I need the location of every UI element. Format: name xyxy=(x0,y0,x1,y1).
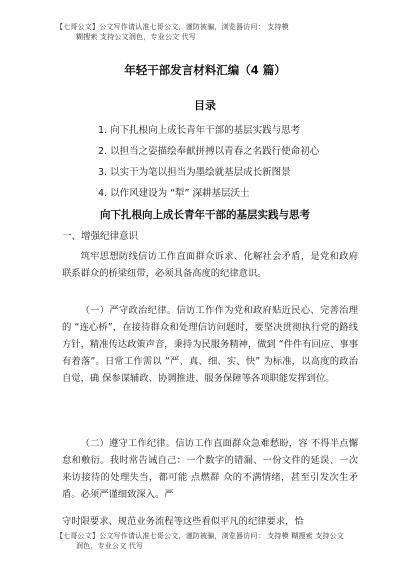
toc-item-2[interactable]: 2. 以担当之姿描绘奉献拼搏以青春之名践行使命初心 xyxy=(98,146,320,157)
section-subheading: 一、增强纪律意识 xyxy=(62,231,139,242)
body-paragraph-3: （二）遵守工作纪律。信访工作直面群众急难愁盼，容 不得半点懈怠和敷衍。我时常告诫自己：一个数字的错漏、一份文件的延误、一次来访接待的处理失当，都可能 点燃群 众的不满情绪，甚至引发次生矛盾。必须严谨细致深入。严 xyxy=(62,438,358,500)
body-paragraph-1: 筑牢思想防线信访工作直面群众诉求、化解社会矛盾，是党和政府联系群众的桥梁纽带，必须具备高度的纪律意识。 xyxy=(62,251,358,279)
toc-item-3[interactable]: 3. 以实干为笔以担当为墨绘就基层成长新图景 xyxy=(98,167,291,178)
toc-item-1[interactable]: 1. 向下扎根向上成长青年干部的基层实践与思考 xyxy=(98,125,301,136)
top-banner-line-1: 【七哥公文】公文写作请认准七哥公文，谨防被骗，浏览器访问： 支持模 xyxy=(56,23,289,31)
body-paragraph-4: 守时限要求、规范业务流程等这些看似平凡的纪律要求，恰 xyxy=(62,516,304,527)
body-paragraph-2: （一）严守政治纪律。信访工作作为党和政府贴近民心、完善治理的 “连心桥”，在接待群众和处理信访问题时，要坚决贯彻执行党的路线方针，精准传达政策声音，秉持为民服务精神，做到 “件件有回应、事事有着落”。日常工作需以 “严、真、细、实、快” 为标准，以高度的政治自觉，确 保参谋辅政、协调推进、服务保障等各项职能发挥到位。 xyxy=(62,305,358,384)
toc-item-4[interactable]: 4. 以作风建设为 “犁” 深耕基层沃土 xyxy=(98,188,250,199)
top-watermark-banner xyxy=(56,22,356,42)
bottom-watermark-banner xyxy=(56,531,356,551)
top-banner-line-2: 糊搜索 支持公文润色，专业公文 代写 xyxy=(76,33,197,41)
toc-heading: 目录 xyxy=(194,99,216,112)
section-title: 向下扎根向上成长青年干部的基层实践与思考 xyxy=(100,209,310,221)
bottom-banner-line-1: 【七哥公文】公文写作请认准七哥公文，谨防被骗，浏览器访问： 支持模 糊搜索 支持公文 xyxy=(56,532,345,540)
document-title: 年轻干部发言材料汇编（4 篇） xyxy=(124,63,286,77)
table-of-contents xyxy=(98,124,358,208)
bottom-banner-line-2: 润色，专业公文 代写 xyxy=(76,542,144,550)
